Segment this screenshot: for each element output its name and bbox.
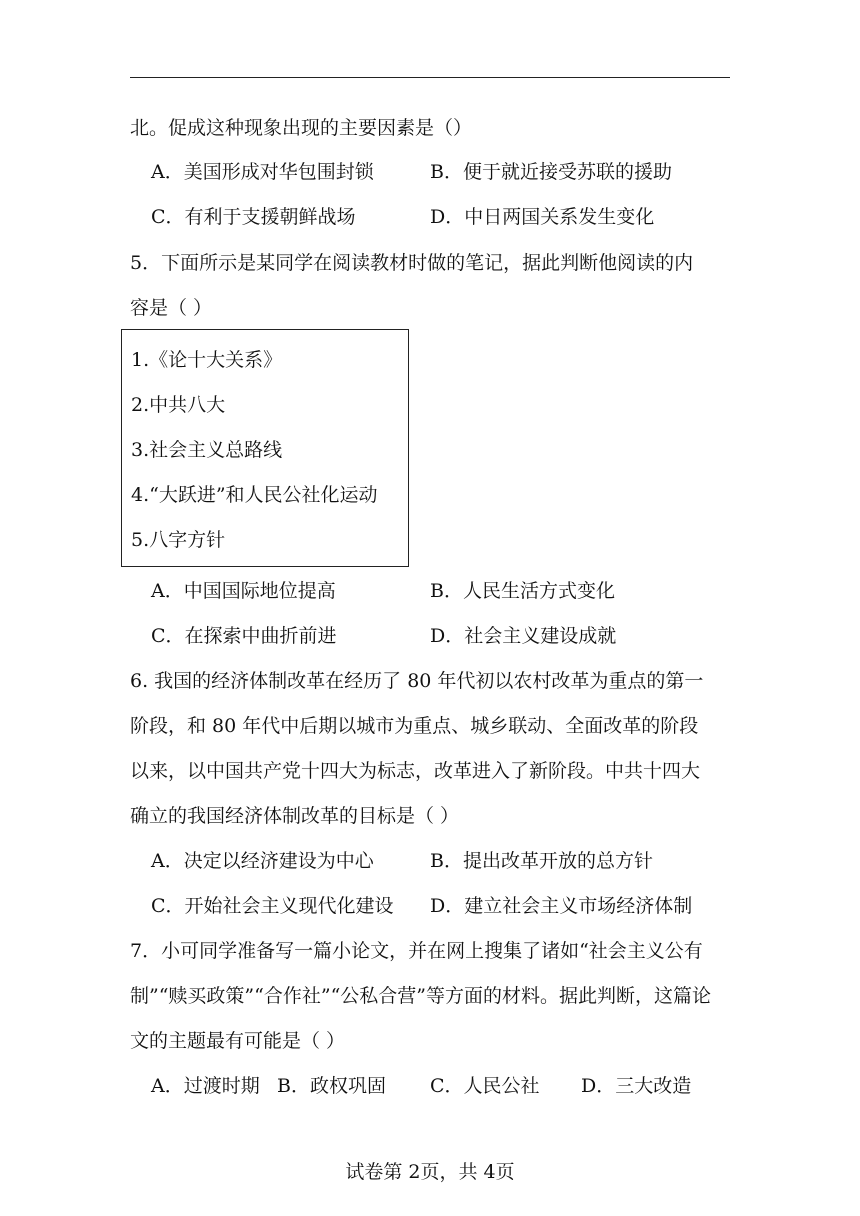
q5-notes-box [121,329,409,567]
q5-option-b: B．人民生活方式变化 [430,580,615,602]
q5-option-c: C．在探索中曲折前进 [151,625,337,647]
note-item-2: 2.中共八大 [131,394,226,416]
page-footer: 试卷第 2页，共 4页 [345,1161,515,1183]
q7-stem-line-1: 7．小可同学准备写一篇小论文，并在网上搜集了诸如“社会主义公有 [130,940,703,962]
q4-option-c: C．有利于支援朝鲜战场 [151,206,356,228]
q4-option-d: D．中日两国关系发生变化 [430,206,655,228]
note-item-1: 1.《论十大关系》 [131,349,283,371]
q7-option-a: A．过渡时期 [151,1075,260,1097]
q6-stem-line-2: 阶段，和 80 年代中后期以城市为重点、城乡联动、全面改革的阶段 [130,715,699,737]
q6-option-c: C．开始社会主义现代化建设 [151,895,394,917]
q5-option-a: A．中国国际地位提高 [151,580,336,602]
q6-option-b: B．提出改革开放的总方针 [430,850,653,872]
q5-option-d: D．社会主义建设成就 [430,625,617,647]
q5-stem-line-1: 5．下面所示是某同学在阅读教材时做的笔记，据此判断他阅读的内 [130,252,694,274]
q7-option-c: C．人民公社 [430,1075,540,1097]
q6-stem-line-4: 确立的我国经济体制改革的目标是（ ） [130,805,460,827]
q6-option-a: A．决定以经济建设为中心 [151,850,374,872]
note-item-3: 3.社会主义总路线 [131,439,283,461]
note-item-4: 4.“大跃进”和人民公社化运动 [131,484,378,506]
q6-stem-line-1: 6. 我国的经济体制改革在经历了 80 年代初以农村改革为重点的第一 [130,670,704,692]
q7-option-b: B．政权巩固 [277,1075,386,1097]
note-item-5: 5.八字方针 [131,529,226,551]
q7-stem-line-3: 文的主题最有可能是（ ） [130,1030,346,1052]
q5-stem-line-2: 容是（ ） [130,297,213,319]
q6-option-d: D．建立社会主义市场经济体制 [430,895,693,917]
q4-option-a: A．美国形成对华包围封锁 [151,161,374,183]
q4-option-b: B．便于就近接受苏联的援助 [430,161,672,183]
q4-stem-tail: 北。促成这种现象出现的主要因素是（） [130,117,473,139]
header-rule [130,77,730,78]
q7-stem-line-2: 制”“赎买政策”“合作社”“公私合营”等方面的材料。据此判断，这篇论 [130,985,711,1007]
q7-option-d: D．三大改造 [581,1075,692,1097]
q6-stem-line-3: 以来，以中国共产党十四大为标志，改革进入了新阶段。中共十四大 [130,760,701,782]
